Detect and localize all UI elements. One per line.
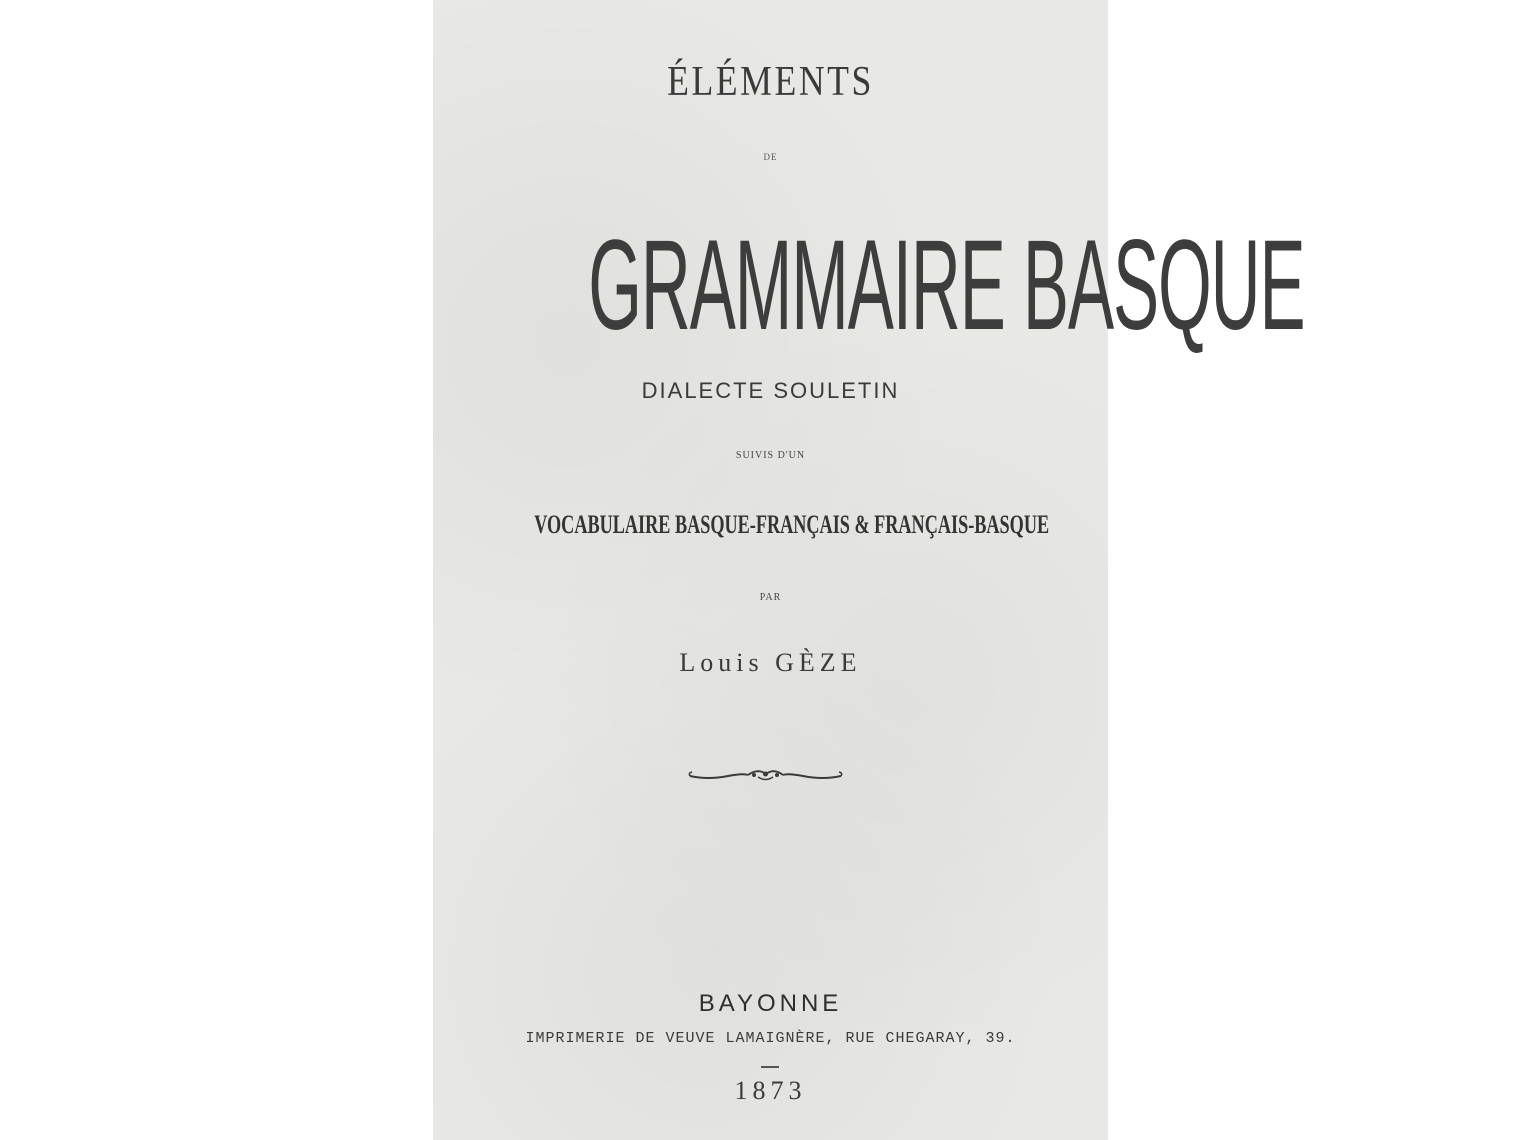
by-text: PAR [759,592,782,603]
followed-by-text: SUIVIS D'UN [735,450,806,461]
subtitle-dialect: DIALECTE SOULETIN [641,378,900,403]
book-title-page [433,0,1305,1140]
city-name: BAYONNE [698,990,843,1017]
fleuron-ornament-icon [688,764,843,786]
divider-rule [761,1066,779,1068]
heading-de: DE [763,152,778,162]
main-title: GRAMMAIRE BASQUE [588,214,1305,357]
heading-elements: ÉLÉMENTS [667,59,874,105]
printer-line: IMPRIMERIE DE VEUVE LAMAIGNÈRE, RUE CHEGARAY, 39. [525,1030,1016,1047]
author-name: Louis GÈZE [679,648,862,677]
vocabulary-title: VOCABULAIRE BASQUE-FRANÇAIS & FRANÇAIS-BASQUE [534,510,1050,539]
publication-year: 1873 [734,1076,807,1105]
